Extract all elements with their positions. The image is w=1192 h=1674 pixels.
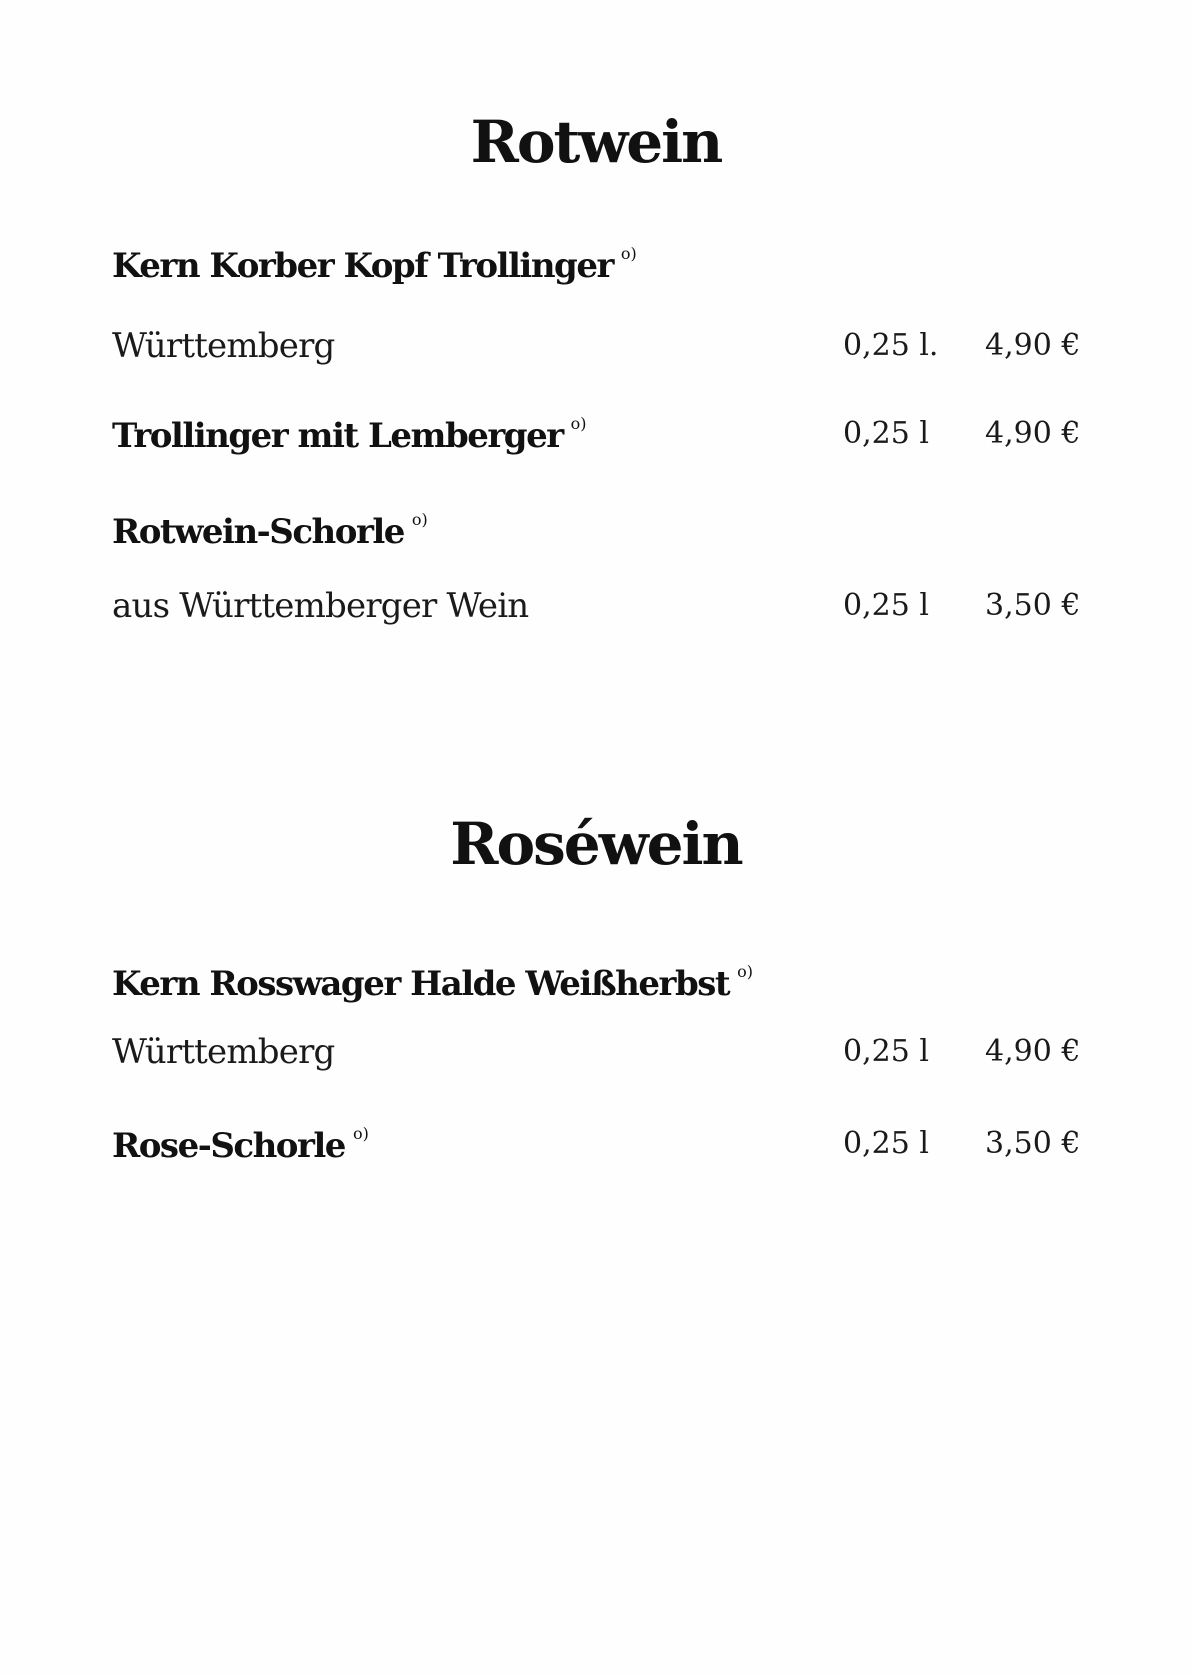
menu-item-kern-korber-kopf-trollinger [112,244,1092,304]
item-note: o) [570,414,587,433]
item-price: 4,90 € [985,416,1081,451]
section-title-rosewein: Roséwein [450,810,742,878]
item-volume: 0,25 l [843,1034,929,1069]
item-description: aus Württemberger Wein [112,586,529,626]
item-name: Rose-Schorle $^{o)}$ [112,1124,369,1166]
item-note: o) [411,510,428,529]
menu-item-detail-row [112,326,1092,386]
item-note: o) [620,244,637,263]
item-name: Trollinger mit Lemberger $^{o)}$ [112,414,587,456]
item-volume: 0,25 l [843,416,929,451]
item-description: Württemberg [112,326,335,366]
item-description: Württemberg [112,1032,335,1072]
item-name: Rotwein-Schorle $^{o)}$ [112,510,428,552]
menu-item-rotwein-schorle [112,510,1092,570]
menu-item-kern-rosswager-halde-weissherbst [112,962,1092,1022]
item-name: Kern Korber Kopf Trollinger $^{o)}$ [112,244,637,286]
item-name: Kern Rosswager Halde Weißherbst $^{o)}$ [112,962,753,1004]
item-volume: 0,25 l. [843,328,939,363]
item-price: 4,90 € [985,328,1081,363]
item-volume: 0,25 l [843,1126,929,1161]
item-price: 3,50 € [985,1126,1081,1161]
item-price: 4,90 € [985,1034,1081,1069]
item-price: 3,50 € [985,588,1081,623]
item-note: o) [352,1124,369,1143]
item-volume: 0,25 l [843,588,929,623]
menu-item-rose-schorle [112,1124,1092,1184]
menu-item-detail-row [112,1032,1092,1092]
item-note: o) [737,962,753,981]
section-title-rotwein: Rotwein [470,108,722,176]
menu-item-trollinger-mit-lemberger [112,414,1092,474]
menu-item-detail-row [112,586,1092,646]
